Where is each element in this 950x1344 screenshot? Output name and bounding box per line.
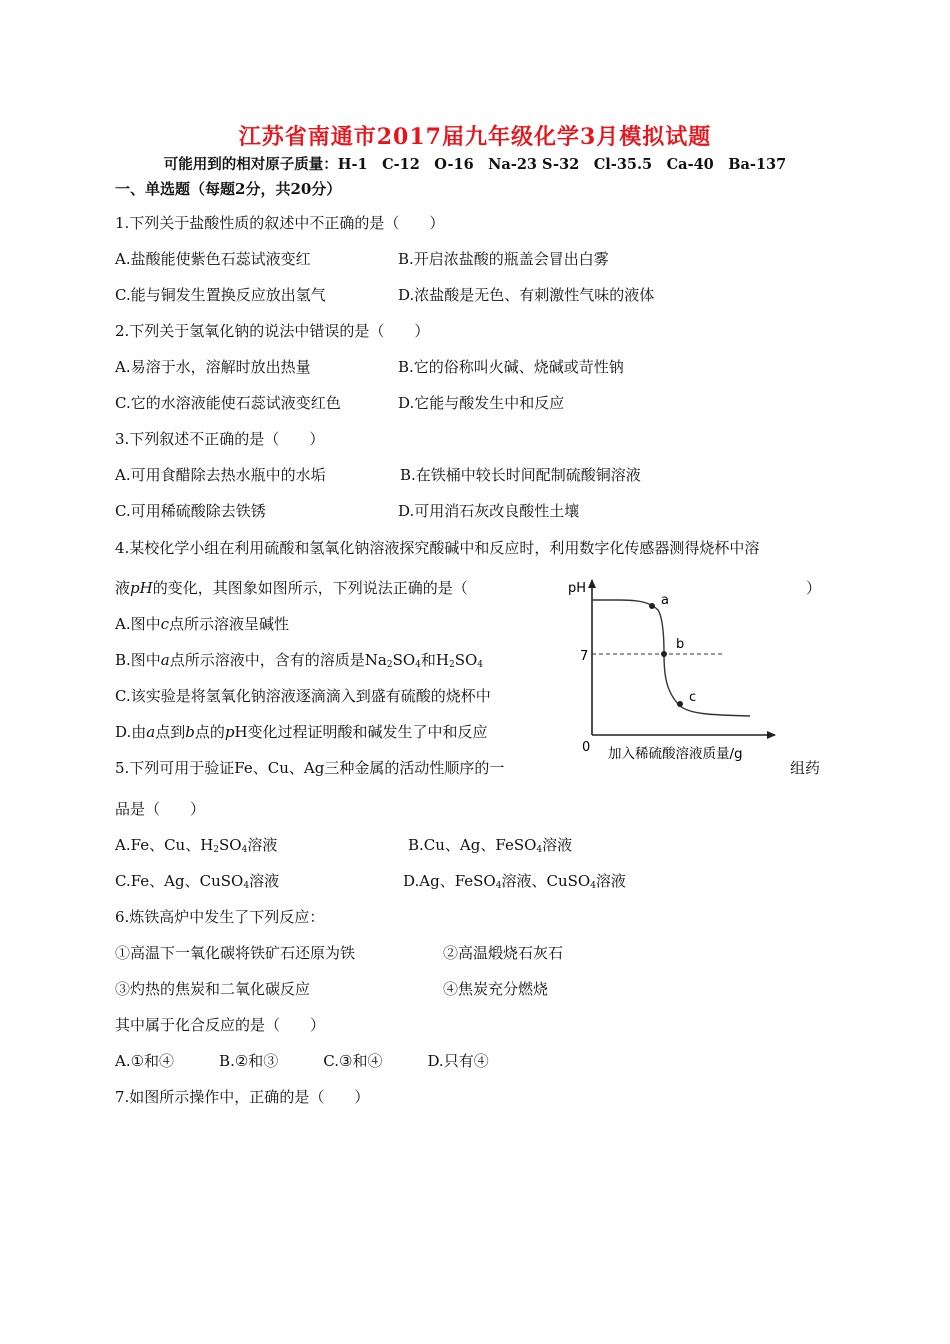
q3-option-b: B.在铁桶中较长时间配制硫酸铜溶液 [400,466,641,484]
q2-option-c: C.它的水溶液能使石蕊试液变红色 [115,394,341,412]
q5-stem-tail: 组药 [790,759,821,777]
q2-option-a: A.易溶于水，溶解时放出热量 [115,358,311,376]
page-title: 江苏省南通市2017届九年级化学3月模拟试题 [238,124,712,150]
q3-stem: 3.下列叙述不正确的是（ ） [115,430,325,448]
q4-option-c: C.该实验是将氢氧化钠溶液逐滴滴入到盛有硫酸的烧杯中 [115,687,491,705]
q5-option-b: B.Cu、Ag、FeSO$_4$溶液 [408,836,573,855]
q1-option-d: D.浓盐酸是无色、有刺激性气味的液体 [398,286,655,304]
x-axis-label: 加入稀硫酸溶液质量/g [608,746,743,762]
q6-reaction-3: ③灼热的焦炭和二氧化碳反应 [115,980,311,998]
origin-label: 0 [582,740,591,755]
q1-stem: 1.下列关于盐酸性质的叙述中不正确的是（ ） [115,214,445,232]
ph-chart [560,570,820,770]
q7-stem: 7.如图所示操作中，正确的是（ ） [115,1088,370,1106]
atomic-masses: 可能用到的相对原子质量：H-1 C-12 O-16 Na-23 S-32 Cl-35.5 Ca-40 Ba-137 [163,156,787,173]
ph-curve [592,600,750,716]
y-axis-label: pH [568,581,587,596]
point-b-label: b [676,637,685,652]
q5-option-c: C.Fe、Ag、CuSO$_4$溶液 [115,872,280,891]
q6-reaction-2: ②高温煅烧石灰石 [443,944,564,962]
q4-option-a: A.图中c点所示溶液呈碱性 [115,615,290,633]
q1-option-c: C.能与铜发生置换反应放出氢气 [115,286,326,304]
q4-stem-line2: 液pH的变化，其图象如图所示，下列说法正确的是（ [115,579,468,597]
point-b-marker [661,651,667,657]
point-c-marker [677,701,683,707]
point-a-marker [649,603,655,609]
q4-option-d: D.由a点到b点的pH变化过程证明酸和碱发生了中和反应 [115,723,488,741]
ref-line-label: 7 [580,649,589,664]
q5-stem-line1: 5.下列可用于验证Fe、Cu、Ag三种金属的活动性顺序的一 [115,759,505,777]
q4-stem-close: ） [806,579,822,597]
q1-option-b: B.开启浓盐酸的瓶盖会冒出白雾 [398,250,609,268]
q3-option-c: C.可用稀硫酸除去铁锈 [115,502,266,520]
q1-option-a: A.盐酸能使紫色石蕊试液变红 [115,250,311,268]
q2-stem: 2.下列关于氢氧化钠的说法中错误的是（ ） [115,322,430,340]
q5-option-d: D.Ag、FeSO$_4$溶液、CuSO$_4$溶液 [403,872,626,891]
q4-option-b: B.图中a点所示溶液中，含有的溶质是$Na_2SO_4$和$H_2SO_4$ [115,651,484,670]
q2-option-d: D.它能与酸发生中和反应 [398,394,565,412]
point-a-label: a [661,593,669,608]
q6-reaction-1: ①高温下一氧化碳将铁矿石还原为铁 [115,944,356,962]
q6-options: A.①和④ B.②和③ C.③和④ D.只有④ [115,1052,489,1070]
section-title: 一、单选题（每题2分，共20分） [115,180,342,198]
q6-question: 其中属于化合反应的是（ ） [115,1016,326,1034]
q3-option-d: D.可用消石灰改良酸性土壤 [398,502,580,520]
q2-option-b: B.它的俗称叫火碱、烧碱或苛性钠 [398,358,624,376]
q6-stem: 6.炼铁高炉中发生了下列反应： [115,908,325,926]
q5-stem-line2: 品是（ ） [115,800,206,818]
q4-stem-line1: 4.某校化学小组在利用硫酸和氢氧化钠溶液探究酸碱中和反应时，利用数字化传感器测得烧杯中溶 [115,539,760,557]
q5-option-a: A.Fe、Cu、$H_2SO_4$溶液 [115,836,278,855]
q6-reaction-4: ④焦炭充分燃烧 [443,980,549,998]
point-c-label: c [689,690,697,705]
q3-option-a: A.可用食醋除去热水瓶中的水垢 [115,466,326,484]
